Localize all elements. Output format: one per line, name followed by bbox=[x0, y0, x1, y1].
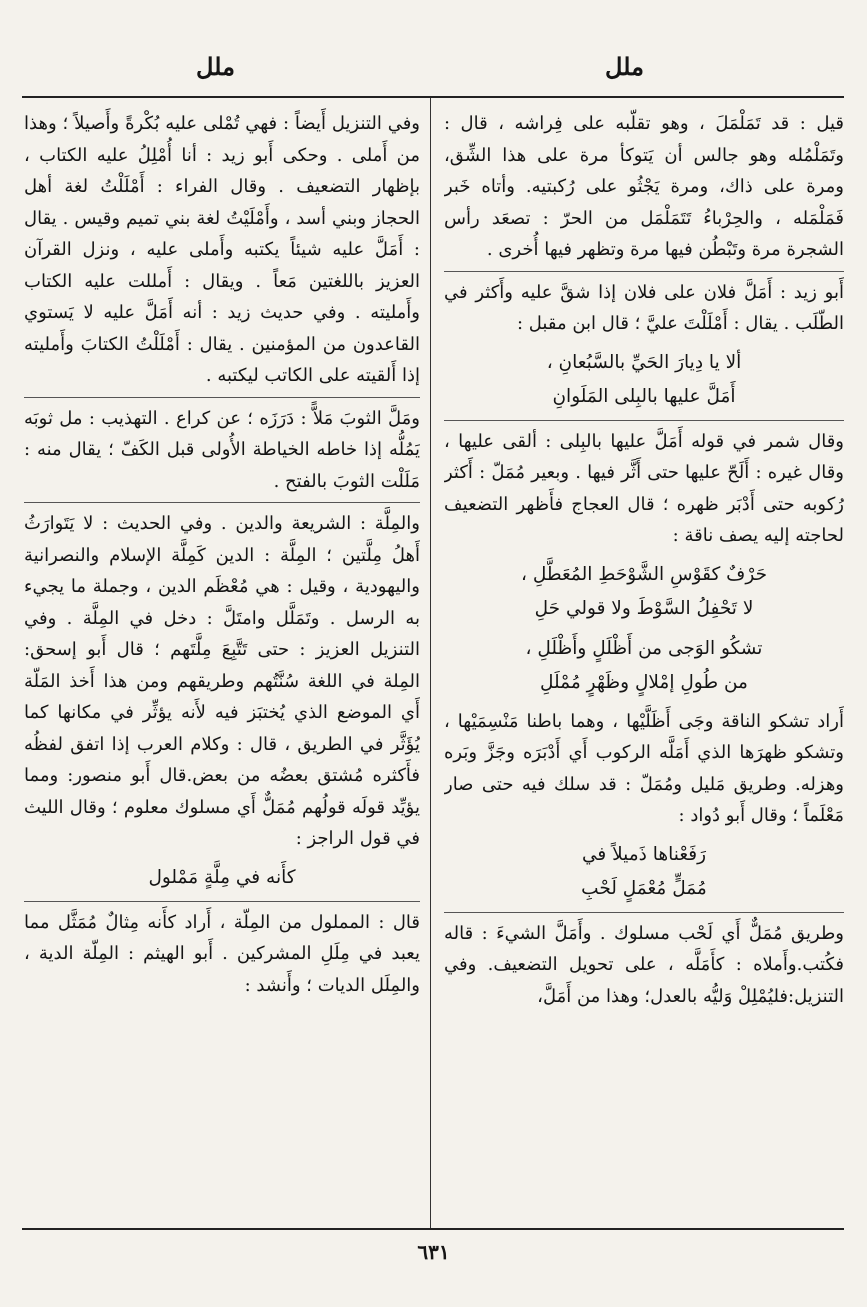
paragraph: وفي التنزيل أَيضاً : فهي تُمْلى عليه بُكْرةً وأَصيلاً ؛ وهذا من أَملى . وحكى أَبو زيد : أنا أُمْلِلُ عليه الكتاب ، بإظهار التضعيف . وقال الفراء : أَمْلَلْتُ لغة أهل الحجاز وبني أسد ، وأَمْلَيْتُ لغة بني تميم وقيس . يقال : أَمَلَّ عليه شيئاً يكتبه وأَملى عليه ، ونزل القرآن العزيز باللغتين مَعاً . ويقال : أَمللت عليه الكتاب وأَمليته . وفي حديث زيد : أنه أَمَلَّ عليه لا يَستوي القاعدون من المؤمنين . يقال : أَمْلَلْتُ الكتابَ وأَمليته إذا أَلقيته على الكاتب ليكتبه . bbox=[24, 113, 420, 386]
verse bbox=[444, 632, 844, 700]
paragraph: قال : المملول من المِلّة ، أَراد كأَنه مِثالٌ مُمَثَّل مما يعبد في مِلَلِ المشركين . أَبو الهيثم : المِلّة الدية ، والمِلَل الديات ؛ وأَنشد : bbox=[24, 911, 420, 996]
left-column bbox=[24, 108, 420, 1220]
verse-line: من طُولِ إمْلالٍ وظَهْرٍ مُمْلَلِ bbox=[540, 671, 748, 693]
paragraph-separator bbox=[24, 901, 420, 902]
running-header-left: ملل bbox=[196, 52, 235, 81]
running-header-right: ملل bbox=[605, 52, 644, 81]
paragraph: قيل : قد تَمَلْمَلَ ، وهو تقلّبه على فِراشه ، قال : وتَمَلْمُله وهو جالس أن يَتوكأ مرة على هذا الشِّق، ومرة على ذاك، ومرة يَجْثُو على رُكبتيه. وأتاه خَبر فَمَلْمَله ، والحِرْباءُ تَتَمَلْمَل من الحرّ : تصعَد رأس الشجرة مرة وتَبْطُن فيها مرة وتظهر فيها أُخرى . bbox=[444, 113, 844, 260]
paragraph: أَراد تشكو الناقة وجَى أَظَلَّيْها ، وهما باطنا مَنْسِمَيْها ، وتشكو ظهرَها الذي أَمَلَّه الركوب أَي أَدْبَرَه وجَزَّ وبَره وهزله. وطريق مَليل ومُمَلّ : قد سلك فيه حتى صار مَعْلَماً ؛ وقال أَبو دُواد : bbox=[444, 710, 844, 826]
paragraph: وطريق مُمَلٌّ أَي لَحْب مسلوك . وأَمَلَّ الشيءَ : قاله فكُتب.وأَملاه : كأَمَلَّه ، على تحويل التضعيف. وفي التنزيل:فليُمْلِلْ وَليُّه بالعدل؛ وهذا من أَمَلَّ، bbox=[444, 922, 844, 1007]
paragraph: ومَلَّ الثوبَ مَلاًّ : دَرَزَه ؛ عن كراع . التهذيب : مل ثوبَه يَمُلُّه إذا خاطه الخياطة الأُولى قبل الكَفّ ؛ يقال منه : مَلَلْت الثوبَ بالفتح . bbox=[24, 407, 420, 492]
paragraph-separator bbox=[444, 271, 844, 272]
paragraph-separator bbox=[444, 912, 844, 913]
verse-line: مُمَلٍّ مُعْمَلٍ لَحْبِ bbox=[581, 877, 707, 899]
verse-line: رَفَعْناها ذَميلاً في bbox=[581, 843, 707, 865]
verse bbox=[444, 558, 844, 626]
footer-rule bbox=[22, 1228, 844, 1230]
paragraph-separator bbox=[24, 397, 420, 398]
header-rule bbox=[22, 96, 844, 98]
verse-line: ألا يا دِيارَ الحَيِّ بالسَّبُعانِ ، bbox=[546, 351, 742, 373]
paragraph: وقال شمر في قوله أَمَلَّ عليها بالبِلى : ألقى عليها ، وقال غيره : أَلَحّ عليها حتى أَثَّر فيها . وبعير مُمَلّ : أَكثر رُكوبه حتى أَدْبَر ظهره ؛ قال العجاج فأَظهر التضعيف لحاجته إليه يصف ناقة : bbox=[444, 430, 844, 546]
paragraph-separator bbox=[444, 420, 844, 421]
paragraph-separator bbox=[24, 502, 420, 503]
paragraph: أَبو زيد : أَمَلَّ فلان على فلان إذا شقَّ عليه وأَكثر في الطّلَب . يقال : أَمْلَلْتَ عليَّ ؛ قال ابن مقبل : bbox=[444, 281, 844, 334]
paragraph: والمِلَّة : الشريعة والدين . وفي الحديث : لا يَتَوارَثُ أَهلُ مِلَّتين ؛ المِلَّة : الدين كَمِلَّة الإسلام والنصرانية واليهودية ، وقيل : هي مُعْظَم الدين ، وجملة ما يجيء به الرسل . وتَمَلَّل وامتَلَّ : دخل في المِلَّة . وفي التنزيل العزيز : حتى تَتَّبِعَ مِلَّتَهم ؛ قال أَبو إسحق: المِلة في اللغة سُنَّتُهم وطريقهم ومن هذا أَخذ المَلّة أَي الموضع الذي يُختبَز فيه لأَنه يؤثِّر في مكانها كما يُؤَثَّر في الطريق ، قال : وكلام العرب إذا اتفق لفظُه فأَكثره مُشتق بعضُه من بعض.قال أَبو منصور: ومما يؤيِّد قولَه قولُهم مُمَلٌّ أَي مسلوك معلوم ؛ وقال الليث في قول الراجز : bbox=[24, 513, 420, 849]
verse bbox=[444, 838, 844, 906]
verse bbox=[444, 346, 844, 414]
verse-line: حَرْفٌ كقَوْسِ الشَّوْحَطِ المُعَطَّلِ ، bbox=[520, 563, 768, 585]
verse-line: لا تَحْفِلُ السَّوْطَ ولا قولي حَلِ bbox=[534, 597, 754, 619]
verse bbox=[24, 861, 420, 895]
verse-line: كأَنه في مِلَّةٍ مَمْلول bbox=[148, 866, 296, 888]
right-column bbox=[444, 108, 844, 1220]
page-number: ٦٣١ bbox=[417, 1240, 450, 1264]
verse-line: تشكُو الوَجى من أَظْلَلٍ وأَظْلَلِ ، bbox=[525, 637, 763, 659]
column-divider bbox=[430, 98, 431, 1228]
verse-line: أَمَلَّ عليها بالبِلى المَلَوانِ bbox=[552, 385, 736, 407]
